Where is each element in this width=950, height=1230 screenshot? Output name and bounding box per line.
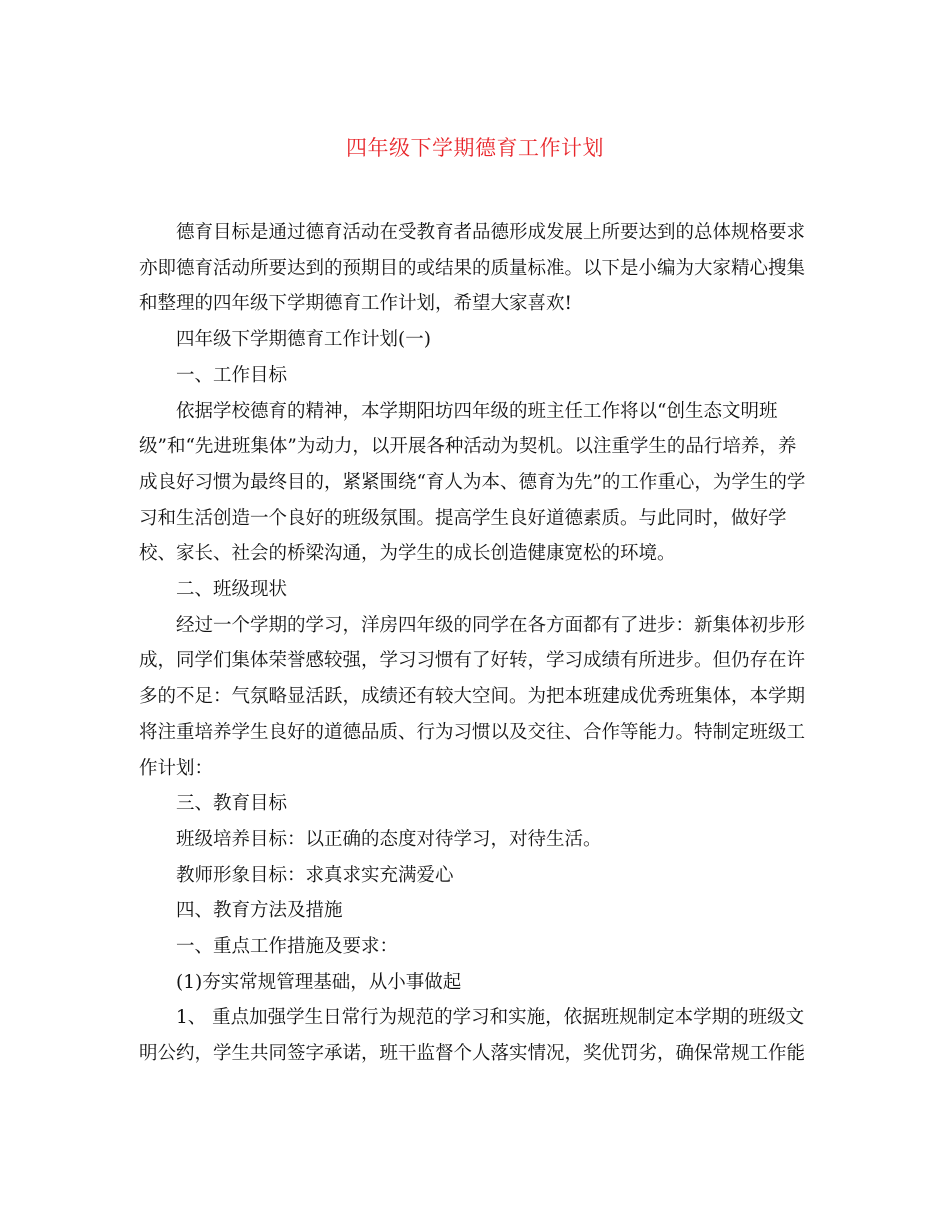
paragraph-intro: 德育目标是通过德育活动在受教育者品德形成发展上所要达到的总体规格要求亦即德育活动所要达到的预期目的或结果的质量标准。以下是小编为大家精心搜集和整理的四年级下学期德育工作计划，希望大家喜欢! <box>139 222 806 315</box>
paragraph-work-goals: 依据学校德育的精神，本学期阳坊四年级的班主任工作将以“创生态文明班级”和“先进班集体”为动力，以开展各种活动为契机。以注重学生的品行培养，养成良好习惯为最终目的，紧紧围绕“育人为本、德育为先”的工作重心，为学生的学习和生活创造一个良好的班级氛围。提高学生良好道德素质。与此同时，做好学校、家长、社会的桥梁沟通，为学生的成长创造健康宽松的环境。 <box>139 400 806 565</box>
document-title: 四年级下学期德育工作计划 <box>346 136 604 160</box>
section-heading-work-goals: 一、工作目标 <box>176 364 288 386</box>
paragraph-class-status: 经过一个学期的学习，洋房四年级的同学在各方面都有了进步：新集体初步形成，同学们集体荣誉感较强，学习习惯有了好转，学习成绩有所进步。但仍存在许多的不足：气氛略显活跃，成绩还有较大空间。为把本班建成优秀班集体，本学期将注重培养学生良好的道德品质、行为习惯以及交往、合作等能力。特制定班级工作计划： <box>139 614 806 779</box>
section-heading-class-status: 二、班级现状 <box>176 579 288 601</box>
paragraph-item-1: 1、 重点加强学生日常行为规范的学习和实施，依据班规制定本学期的班级文明公约，学生共同签字承诺，班干监督个人落实情况，奖优罚劣，确保常规工作能 <box>139 1007 806 1065</box>
paragraph-class-goal: 班级培养目标：以正确的态度对待学习，对待生活。 <box>176 828 602 850</box>
document-body <box>139 215 811 1072</box>
section-heading-education-goals: 三、教育目标 <box>176 793 288 815</box>
paragraph-plan-heading: 四年级下学期德育工作计划(一) <box>176 329 431 351</box>
section-heading-methods: 四、教育方法及措施 <box>176 900 343 922</box>
paragraph-teacher-goal: 教师形象目标：求真求实充满爱心 <box>176 864 454 886</box>
subheading-routine-management: (1)夯实常规管理基础，从小事做起 <box>176 971 462 993</box>
subheading-key-measures: 一、重点工作措施及要求： <box>176 936 399 958</box>
